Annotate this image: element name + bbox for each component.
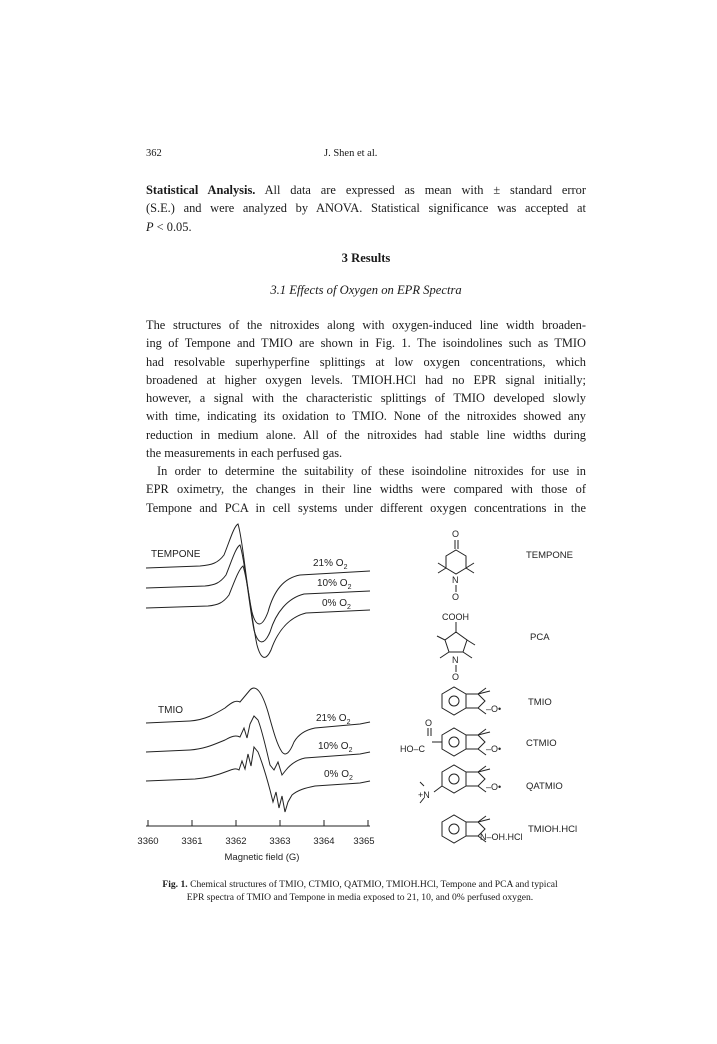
name-tempone: TEMPONE	[526, 550, 573, 561]
qatmio-nplus-label: +N	[418, 790, 430, 800]
tempone-spectrum-21	[146, 524, 370, 624]
pca-cooh-label: COOH	[442, 612, 469, 622]
qatmio-structure	[420, 765, 490, 803]
label-tmio-0: 0% $O_2$	[324, 769, 353, 782]
ctmio-structure	[428, 728, 490, 756]
stat-line-1-text: All data are expressed as mean with ± standard error	[255, 183, 586, 197]
running-header: J. Shen et al.	[324, 148, 378, 159]
tick-label: 3361	[181, 836, 203, 847]
tmio-structure	[442, 687, 490, 715]
x-axis-label: Magnetic field (G)	[224, 852, 300, 863]
text-line: The structures of the nitroxides along with oxygen-induced line width broaden-	[146, 318, 586, 332]
tmioh-nohhcl-label: N–OH.HCl	[480, 832, 523, 842]
text-line: reduction in medium alone. All of the nitroxides had stable line widths during	[146, 427, 586, 442]
tick-label: 3363	[269, 836, 291, 847]
stat-line-3-text: < 0.05.	[153, 219, 192, 234]
name-ctmio: CTMIO	[526, 738, 557, 749]
caption-line-2: EPR spectra of TMIO and Tempone in media exposed to 21, 10, and 0% perfused oxygen.	[186, 892, 534, 903]
text-line: broadened at higher oxygen levels. TMIOH.HCl had no EPR signal initially;	[146, 372, 586, 387]
label-tmio: TMIO	[158, 705, 183, 716]
ctmio-hoc-label: HO–C	[400, 744, 426, 754]
ctmio-orad-label: –O•	[486, 744, 502, 754]
p-symbol: P	[146, 219, 154, 234]
name-pca: PCA	[530, 632, 550, 643]
subsection-title: 3.1 Effects of Oxygen on EPR Spectra	[270, 283, 462, 297]
pca-n-label: N	[452, 655, 459, 665]
page-number: 362	[146, 148, 162, 159]
text-line: the measurements in each perfused gas.	[146, 446, 343, 461]
name-tmio: TMIO	[528, 697, 552, 708]
tick-label: 3364	[313, 836, 335, 847]
qatmio-orad-label: –O•	[486, 782, 502, 792]
ctmio-o-label: O	[425, 718, 433, 728]
caption-label: Fig. 1.	[162, 879, 188, 890]
name-qatmio: QATMIO	[526, 781, 563, 792]
tempone-n-label: N	[452, 575, 459, 585]
stat-heading: Statistical Analysis.	[146, 183, 256, 197]
text-line: Tempone and PCA in cell systems under different oxygen concentrations in the	[146, 500, 586, 515]
label-tempone-0: 0% $O_2$	[322, 598, 351, 611]
label-tempone-10: 10% $O_2$	[317, 578, 352, 591]
caption-line-1-text: Chemical structures of TMIO, CTMIO, QATMIO, TMIOH.HCl, Tempone and PCA and typical	[187, 879, 558, 890]
text-line: with time, indicating its oxidation to TMIO. None of the nitroxides showed any	[146, 409, 586, 424]
tick-label: 3362	[225, 836, 247, 847]
figure-caption	[120, 878, 600, 904]
tempone-orad-label: O	[452, 592, 460, 602]
label-tempone: TEMPONE	[151, 549, 201, 560]
pca-orad-label: O	[452, 672, 460, 682]
text-line: however, a signal with the characteristic splittings of TMIO developed slowly	[146, 391, 586, 406]
text-line: ing of Tempone and TMIO are shown in Fig. 1. The isoindolines such as TMIO	[146, 336, 586, 351]
tick-label: 3360	[137, 836, 159, 847]
section-title: 3 Results	[341, 251, 391, 265]
stat-line-2: (S.E.) and were analyzed by ANOVA. Statistical significance was accepted at	[146, 201, 586, 216]
tmio-n-label: –O•	[486, 704, 502, 714]
text-line: In order to determine the suitability of these isoindoline nitroxides for use in	[157, 464, 586, 478]
label-tmio-10: 10% $O_2$	[318, 741, 353, 754]
tick-label: 3365	[353, 836, 375, 847]
tempone-o-label: O	[452, 529, 460, 539]
caption-line-1	[120, 878, 600, 891]
label-tempone-21: 21% $O_2$	[313, 558, 348, 571]
text-line: EPR oximetry, the changes in their line widths were compared with those of	[146, 482, 586, 497]
label-tmio-21: 21% $O_2$	[316, 713, 351, 726]
name-tmioh-hcl: TMIOH.HCl	[528, 824, 578, 835]
text-line: had resolvable superhyperfine splittings at low oxygen concentrations, which	[146, 354, 586, 369]
